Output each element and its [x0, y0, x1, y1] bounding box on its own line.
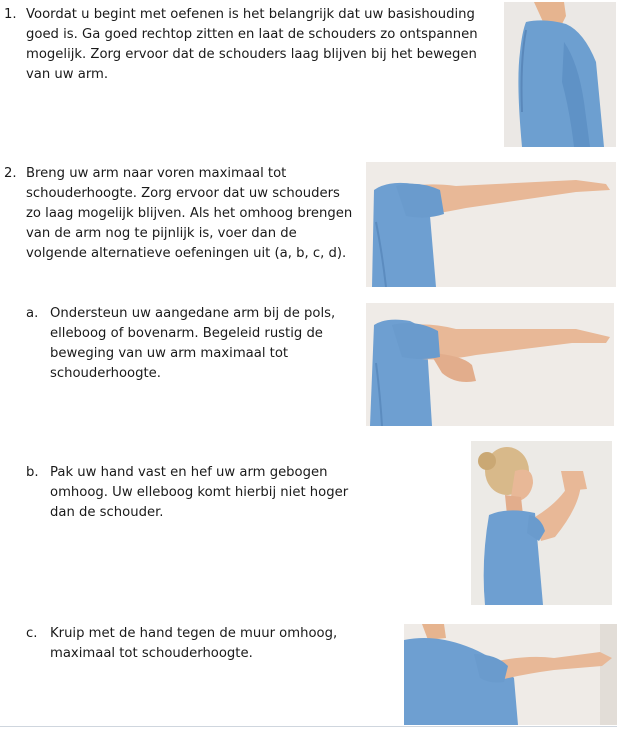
- text-line: Breng uw arm naar voren maximaal tot: [26, 166, 287, 181]
- text-line: goed is. Ga goed rechtop zitten en laat de schouders zo ontspannen: [26, 27, 478, 42]
- substep-marker: a.: [26, 306, 39, 321]
- substep-marker: b.: [26, 465, 39, 480]
- substep-c: [26, 624, 386, 664]
- step-number: 2.: [4, 166, 17, 181]
- step-number: 1.: [4, 7, 17, 22]
- text-line: van de arm nog te pijnlijk is, voer dan de: [26, 226, 297, 241]
- text-line: beweging van uw arm maximaal tot: [50, 346, 289, 361]
- text-line: maximaal tot schouderhoogte.: [50, 646, 253, 661]
- photo-arm-forward: [366, 162, 616, 287]
- text-line: dan de schouder.: [50, 505, 164, 520]
- text-line: van uw arm.: [26, 67, 109, 82]
- text-line: Voordat u begint met oefenen is het belangrijk dat uw basishouding: [26, 7, 475, 22]
- photo-basic-posture: [504, 2, 616, 147]
- substep-marker: c.: [26, 626, 38, 641]
- substep-a: [26, 304, 356, 384]
- page-bottom-rule: [0, 726, 617, 727]
- text-line: schouderhoogte.: [50, 366, 161, 381]
- text-line: Kruip met de hand tegen de muur omhoog,: [50, 626, 338, 641]
- substep-text: [50, 463, 348, 523]
- text-line: omhoog. Uw elleboog komt hierbij niet hoger: [50, 485, 349, 500]
- step-1: [4, 5, 484, 85]
- text-line: schouderhoogte. Zorg ervoor dat uw schouders: [26, 186, 340, 201]
- text-line: mogelijk. Zorg ervoor dat de schouders laag blijven bij het bewegen: [26, 47, 477, 62]
- text-line: zo laag mogelijk blijven. Als het omhoog brengen: [26, 206, 353, 221]
- photo-wall-crawl: [404, 624, 617, 725]
- step-2: [4, 164, 364, 264]
- step-text: [26, 5, 478, 85]
- substep-b: [26, 463, 356, 523]
- text-line: volgende alternatieve oefeningen uit (a, b, c, d).: [26, 246, 347, 261]
- text-line: Ondersteun uw aangedane arm bij de pols,: [50, 306, 336, 321]
- text-line: elleboog of bovenarm. Begeleid rustig de: [50, 326, 323, 341]
- photo-clasped-hands: [471, 441, 612, 605]
- substep-text: [50, 304, 335, 384]
- step-text: [26, 164, 352, 264]
- substep-text: [50, 624, 337, 664]
- photo-supported-arm: [366, 303, 614, 426]
- text-line: Pak uw hand vast en hef uw arm gebogen: [50, 465, 328, 480]
